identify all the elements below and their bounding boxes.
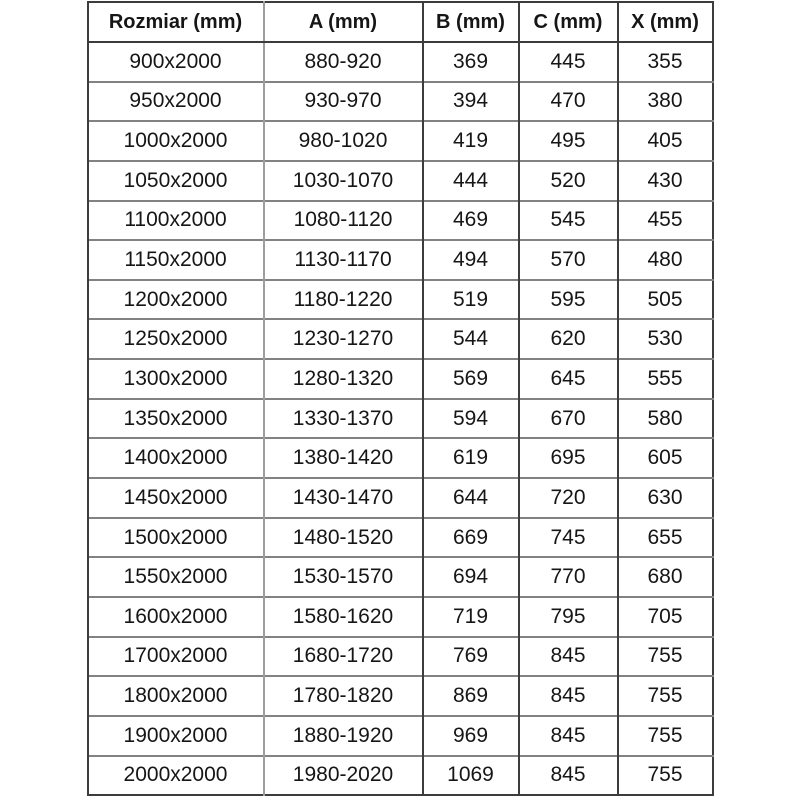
table-cell: 469 (423, 201, 519, 241)
table-row (88, 42, 713, 82)
table-cell: 645 (519, 359, 618, 399)
table-cell: 1430-1470 (264, 478, 423, 518)
table-cell: 530 (618, 319, 713, 359)
table-cell: 445 (519, 42, 618, 82)
column-header: Rozmiar (mm) (88, 2, 264, 42)
table-cell: 545 (519, 201, 618, 241)
table-cell: 455 (618, 201, 713, 241)
table-cell: 670 (519, 399, 618, 439)
table-body (88, 42, 713, 795)
table-cell: 594 (423, 399, 519, 439)
table-cell: 745 (519, 518, 618, 558)
table-cell: 1880-1920 (264, 716, 423, 756)
table-cell: 1800x2000 (88, 676, 264, 716)
table-cell: 495 (519, 121, 618, 161)
table-row (88, 201, 713, 241)
column-header: X (mm) (618, 2, 713, 42)
table-cell: 1550x2000 (88, 557, 264, 597)
table-cell: 405 (618, 121, 713, 161)
table-cell: 595 (519, 280, 618, 320)
table-cell: 494 (423, 240, 519, 280)
table-cell: 694 (423, 557, 519, 597)
table-cell: 755 (618, 756, 713, 796)
table-row (88, 121, 713, 161)
table-cell: 355 (618, 42, 713, 82)
table-cell: 1400x2000 (88, 438, 264, 478)
table-cell: 880-920 (264, 42, 423, 82)
table-cell: 950x2000 (88, 82, 264, 122)
table-cell: 580 (618, 399, 713, 439)
table-cell: 720 (519, 478, 618, 518)
table-cell: 900x2000 (88, 42, 264, 82)
table-cell: 1030-1070 (264, 161, 423, 201)
table-cell: 1450x2000 (88, 478, 264, 518)
table-cell: 980-1020 (264, 121, 423, 161)
table-row (88, 240, 713, 280)
table-cell: 520 (519, 161, 618, 201)
table-row (88, 438, 713, 478)
table-cell: 655 (618, 518, 713, 558)
table-cell: 969 (423, 716, 519, 756)
table-cell: 1600x2000 (88, 597, 264, 637)
table-cell: 769 (423, 637, 519, 677)
table-cell: 1900x2000 (88, 716, 264, 756)
table-cell: 544 (423, 319, 519, 359)
table-cell: 369 (423, 42, 519, 82)
table-row (88, 637, 713, 677)
table-cell: 1780-1820 (264, 676, 423, 716)
table-cell: 1000x2000 (88, 121, 264, 161)
table-cell: 845 (519, 716, 618, 756)
table-cell: 430 (618, 161, 713, 201)
table-cell: 1100x2000 (88, 201, 264, 241)
table-cell: 1069 (423, 756, 519, 796)
table-cell: 1150x2000 (88, 240, 264, 280)
table-cell: 605 (618, 438, 713, 478)
table-row (88, 557, 713, 597)
table-header (88, 2, 713, 42)
table-cell: 845 (519, 756, 618, 796)
table-cell: 695 (519, 438, 618, 478)
table-cell: 845 (519, 676, 618, 716)
table-row (88, 359, 713, 399)
column-header: A (mm) (264, 2, 423, 42)
table-cell: 755 (618, 676, 713, 716)
table-cell: 1250x2000 (88, 319, 264, 359)
table-cell: 1500x2000 (88, 518, 264, 558)
table-cell: 680 (618, 557, 713, 597)
table-cell: 555 (618, 359, 713, 399)
table-row (88, 399, 713, 439)
table-cell: 619 (423, 438, 519, 478)
table-cell: 705 (618, 597, 713, 637)
table-cell: 1330-1370 (264, 399, 423, 439)
table-cell: 755 (618, 716, 713, 756)
table-cell: 1180-1220 (264, 280, 423, 320)
table-cell: 620 (519, 319, 618, 359)
table-cell: 719 (423, 597, 519, 637)
table-cell: 795 (519, 597, 618, 637)
table-cell: 755 (618, 637, 713, 677)
table-cell: 470 (519, 82, 618, 122)
table-cell: 1080-1120 (264, 201, 423, 241)
table-cell: 669 (423, 518, 519, 558)
table-cell: 1380-1420 (264, 438, 423, 478)
table-cell: 1130-1170 (264, 240, 423, 280)
table-cell: 1530-1570 (264, 557, 423, 597)
table-row (88, 597, 713, 637)
table-row (88, 319, 713, 359)
table-cell: 930-970 (264, 82, 423, 122)
table-cell: 444 (423, 161, 519, 201)
table-cell: 644 (423, 478, 519, 518)
size-spec-table (87, 1, 714, 796)
table-cell: 1480-1520 (264, 518, 423, 558)
table-cell: 394 (423, 82, 519, 122)
table-cell: 1230-1270 (264, 319, 423, 359)
table-cell: 869 (423, 676, 519, 716)
table-row (88, 716, 713, 756)
table-cell: 569 (423, 359, 519, 399)
table-cell: 1680-1720 (264, 637, 423, 677)
table-cell: 519 (423, 280, 519, 320)
table-row (88, 161, 713, 201)
table-cell: 2000x2000 (88, 756, 264, 796)
table-cell: 1050x2000 (88, 161, 264, 201)
table-cell: 380 (618, 82, 713, 122)
table-cell: 770 (519, 557, 618, 597)
table-cell: 1200x2000 (88, 280, 264, 320)
table-row (88, 676, 713, 716)
table-cell: 1700x2000 (88, 637, 264, 677)
table-cell: 845 (519, 637, 618, 677)
table-cell: 1580-1620 (264, 597, 423, 637)
column-header: C (mm) (519, 2, 618, 42)
header-row (88, 2, 713, 42)
table-row (88, 280, 713, 320)
table-row (88, 518, 713, 558)
table-cell: 630 (618, 478, 713, 518)
column-header: B (mm) (423, 2, 519, 42)
table-cell: 1350x2000 (88, 399, 264, 439)
table-cell: 419 (423, 121, 519, 161)
table-cell: 480 (618, 240, 713, 280)
table-cell: 505 (618, 280, 713, 320)
table-cell: 1980-2020 (264, 756, 423, 796)
table-cell: 1300x2000 (88, 359, 264, 399)
table-row (88, 478, 713, 518)
table-cell: 1280-1320 (264, 359, 423, 399)
table-row (88, 82, 713, 122)
table-row (88, 756, 713, 796)
table-cell: 570 (519, 240, 618, 280)
